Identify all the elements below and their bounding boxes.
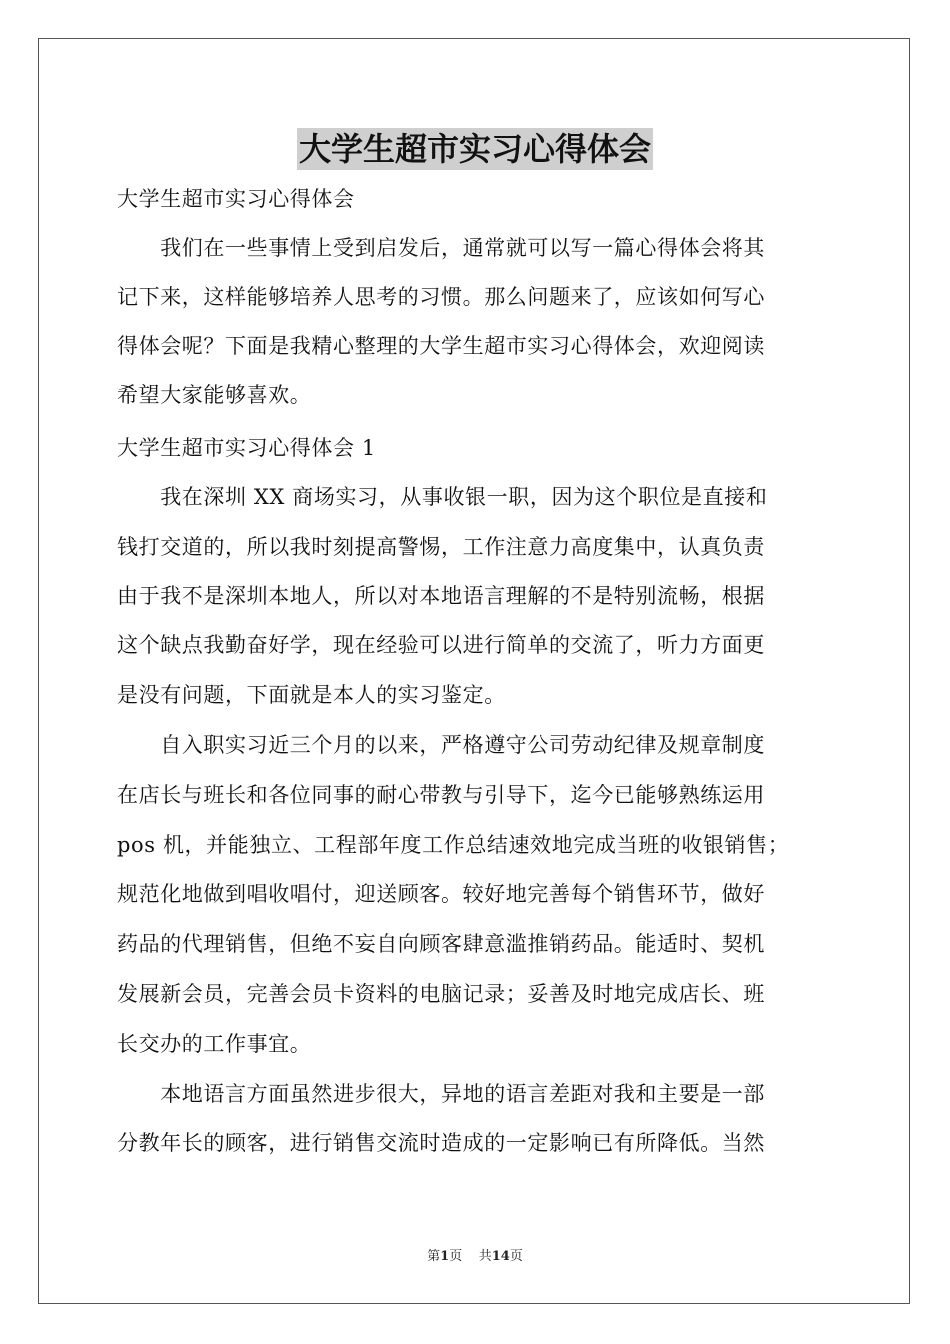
paragraph-line: pos 机，并能独立、工程部年度工作总结速效地完成当班的收银销售； [117, 833, 790, 857]
paragraph-line: 由于我不是深圳本地人，所以对本地语言理解的不是特别流畅，根据 [117, 584, 765, 608]
paragraph-line: 是没有问题，下面就是本人的实习鉴定。 [117, 683, 506, 707]
footer-page-number: 1 [440, 1249, 450, 1264]
paragraph-line: 这个缺点我勤奋好学，现在经验可以进行简单的交流了，听力方面更 [117, 633, 765, 657]
paragraph-line: 希望大家能够喜欢。 [117, 383, 312, 407]
section-heading: 大学生超市实习心得体会 1 [117, 436, 376, 460]
page-footer [0, 1248, 950, 1266]
paragraph-line: 我们在一些事情上受到启发后，通常就可以写一篇心得体会将其 [117, 236, 765, 260]
document-title: 大学生超市实习心得体会 [298, 130, 651, 168]
title-container [0, 128, 950, 170]
page-border [38, 38, 910, 1304]
paragraph-line: 钱打交道的，所以我时刻提高警惕，工作注意力高度集中，认真负责 [117, 535, 765, 559]
paragraph-line: 自入职实习近三个月的以来，严格遵守公司劳动纪律及规章制度 [117, 733, 765, 757]
section-heading: 大学生超市实习心得体会 [117, 187, 355, 211]
footer-total-suffix: 页 [509, 1249, 523, 1264]
footer-total-prefix: 共 [478, 1249, 492, 1264]
paragraph-line: 在店长与班长和各位同事的耐心带教与引导下，迄今已能够熟练运用 [117, 783, 765, 807]
paragraph-line: 发展新会员，完善会员卡资料的电脑记录；妥善及时地完成店长、班 [117, 982, 765, 1006]
paragraph-line: 得体会呢？下面是我精心整理的大学生超市实习心得体会，欢迎阅读 [117, 334, 765, 358]
footer-page-prefix: 第 [427, 1249, 441, 1264]
footer-total-pages: 14 [491, 1249, 510, 1264]
paragraph-line: 长交办的工作事宜。 [117, 1032, 312, 1056]
paragraph-line: 药品的代理销售，但绝不妄自向顾客肆意滥推销药品。能适时、契机 [117, 932, 765, 956]
paragraph-line: 我在深圳 XX 商场实习，从事收银一职，因为这个职位是直接和 [117, 485, 768, 509]
footer-page-suffix: 页 [449, 1249, 463, 1264]
paragraph-line: 规范化地做到唱收唱付，迎送顾客。较好地完善每个销售环节，做好 [117, 882, 765, 906]
paragraph-line: 记下来，这样能够培养人思考的习惯。那么问题来了，应该如何写心 [117, 285, 765, 309]
paragraph-line: 本地语言方面虽然进步很大，异地的语言差距对我和主要是一部 [117, 1082, 765, 1106]
paragraph-line: 分教年长的顾客，进行销售交流时造成的一定影响已有所降低。当然 [117, 1131, 765, 1155]
